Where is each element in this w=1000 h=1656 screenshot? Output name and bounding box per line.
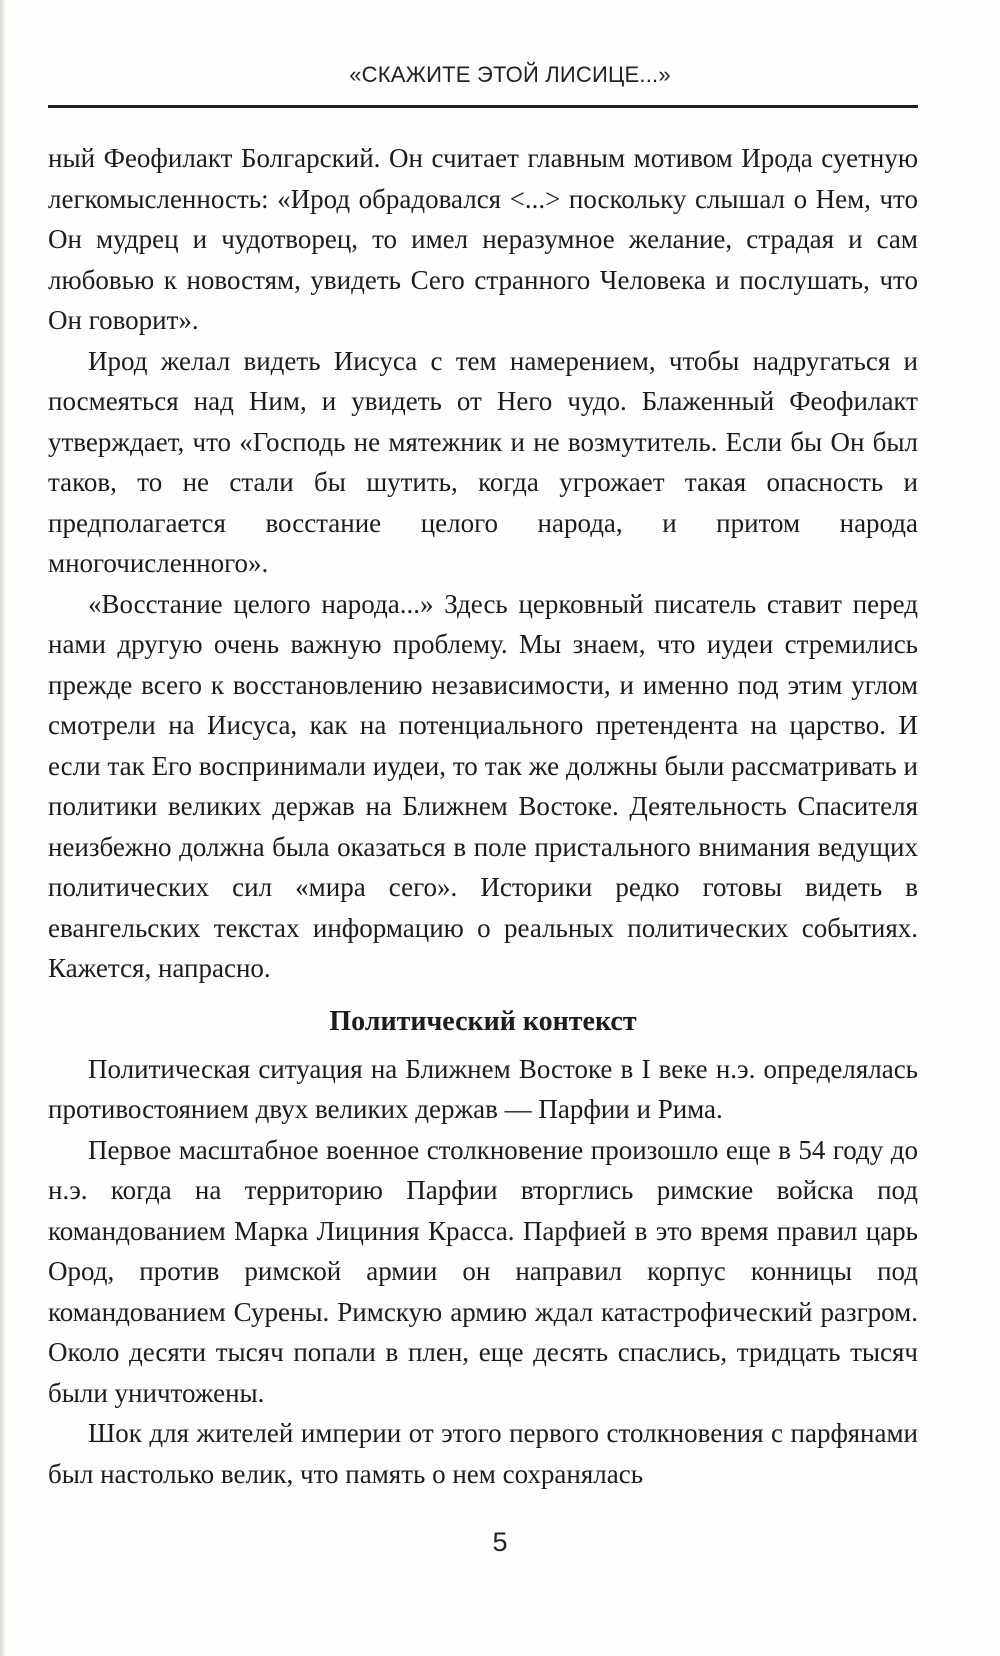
section-heading: Политический контекст xyxy=(329,1005,637,1037)
page-number: 5 xyxy=(492,1527,508,1557)
paragraph: Первое масштабное военное столкновение произошло еще в 54 году до н.э. когда на территорию Парфии вторглись римские войска под командованием Марка Лициния Красса. Парфией в это время правил царь Ород, против римской армии он направил корпус конницы под командованием Сурены. Римскую армию ждал катастрофический разгром. Около десяти тысяч попали в плен, еще десять спаслись, тридцать тысяч были уничтожены. xyxy=(48,1134,918,1408)
paragraph: Шок для жителей империи от этого первого столкновения с парфянами был настолько велик, что память о нем сохранялась xyxy=(48,1418,918,1489)
paragraph-continued: ный Феофилакт Болгарский. Он считает главным мотивом Ирода суетную легкомысленность: «Ирод обрадовался <...> поскольку слышал о Нем, что Он мудрец и чудотворец, то имел неразумное желание, страдая и сам любовью к новостям, увидеть Сего странного Человека и послушать, что Он говорит». xyxy=(48,143,918,335)
paragraph: Политическая ситуация на Ближнем Востоке в I веке н.э. определялась противостоянием двух великих держав — Парфии и Рима. xyxy=(48,1053,918,1124)
paragraph: Ирод желал видеть Иисуса с тем намерением, чтобы надругаться и посмеяться над Ним, и увидеть от Него чудо. Блаженный Феофилакт утверждает, что «Господь не мятежник и не возмутитель. Если бы Он был таков, то не стали бы шутить, когда угрожает такая опасность и предполагается восстание целого народа, и притом народа многочисленного». xyxy=(48,345,918,578)
body-text xyxy=(48,138,918,1494)
header-rule xyxy=(48,105,918,108)
running-header: «СКАЖИТЕ ЭТОЙ ЛИСИЦЕ...» xyxy=(349,62,671,87)
paragraph: «Восстание целого народа...» Здесь церковный писатель ставит перед нами другую очень важную проблему. Мы знаем, что иудеи стремились прежде всего к восстановлению независимости, и именно под этим углом смотрели на Иисуса, как на потенциального претендента на царство. И если так Его воспринимали иудеи, то так же должны были рассматривать и политики великих держав на Ближнем Востоке. Деятельность Спасителя неизбежно должна была оказаться в поле пристального внимания ведущих политических сил «мира сего». Историки редко готовы видеть в евангельских текстах информацию о реальных политических событиях. Кажется, напрасно. xyxy=(48,588,918,983)
binding-shadow xyxy=(0,0,6,1656)
